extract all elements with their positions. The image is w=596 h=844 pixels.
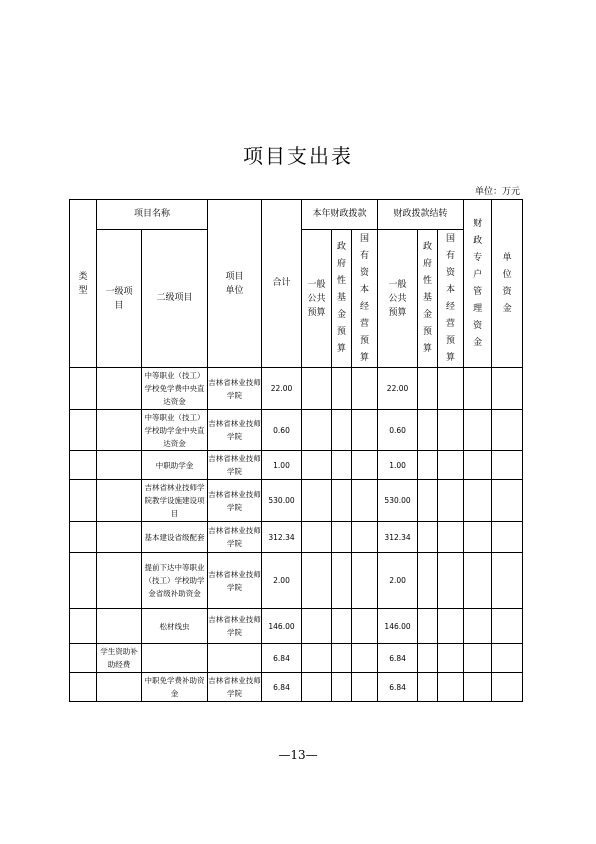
cell-unit: 吉林省林业技师学院	[208, 480, 262, 522]
cell-co-gov	[418, 451, 438, 480]
header-cur-general: 一般公共预算	[302, 230, 332, 368]
cell-level1	[97, 368, 142, 410]
cell-co-gov	[418, 410, 438, 451]
cell-co-state	[438, 410, 464, 451]
cell-co-state	[438, 368, 464, 410]
cell-cur-general	[302, 609, 332, 644]
cell-level2	[142, 644, 208, 673]
header-cur-state-capital: 国有资本经营预算	[352, 230, 378, 368]
cell-level2: 基本建设省级配套	[142, 522, 208, 553]
cell-type	[70, 410, 97, 451]
table-row	[70, 451, 523, 480]
cell-cur-gov	[332, 522, 352, 553]
cell-level2: 中职免学费补助资金	[142, 673, 208, 702]
cell-co-state	[438, 609, 464, 644]
project-expenditure-table	[69, 199, 523, 702]
cell-special	[464, 609, 492, 644]
cell-cur-general	[302, 410, 332, 451]
cell-total: 0.60	[262, 410, 302, 451]
cell-unit-fund	[492, 644, 523, 673]
cell-total: 312.34	[262, 522, 302, 553]
cell-co-general: 1.00	[378, 451, 418, 480]
cell-cur-general	[302, 644, 332, 673]
cell-special	[464, 451, 492, 480]
cell-co-state	[438, 673, 464, 702]
cell-cur-general	[302, 553, 332, 609]
cell-unit: 吉林省林业技师学院	[208, 673, 262, 702]
cell-unit: 吉林省林业技师学院	[208, 368, 262, 410]
cell-co-state	[438, 480, 464, 522]
cell-level2: 中等职业（技工）学校助学金中央直达资金	[142, 410, 208, 451]
cell-level1	[97, 410, 142, 451]
cell-co-general: 22.00	[378, 368, 418, 410]
cell-special	[464, 410, 492, 451]
table-row	[70, 368, 523, 410]
header-co-state-capital: 国有资本经营预算	[438, 230, 464, 368]
cell-co-state	[438, 644, 464, 673]
page-title: 项目支出表	[243, 144, 353, 168]
cell-co-gov	[418, 480, 438, 522]
cell-unit: 吉林省林业技师学院	[208, 522, 262, 553]
cell-co-gov	[418, 522, 438, 553]
cell-co-general: 0.60	[378, 410, 418, 451]
header-project-unit: 项目单位	[208, 200, 262, 368]
cell-level2: 提前下达中等职业（技工）学校助学金省级补助资金	[142, 553, 208, 609]
cell-total: 530.00	[262, 480, 302, 522]
cell-type	[70, 480, 97, 522]
header-level2: 二级项目	[142, 230, 208, 368]
cell-cur-general	[302, 673, 332, 702]
cell-unit-fund	[492, 553, 523, 609]
cell-level1	[97, 673, 142, 702]
cell-co-general: 6.84	[378, 673, 418, 702]
cell-co-general: 6.84	[378, 644, 418, 673]
cell-cur-gov	[332, 410, 352, 451]
cell-total: 146.00	[262, 609, 302, 644]
cell-cur-general	[302, 480, 332, 522]
cell-cur-state	[352, 480, 378, 522]
page-number: —13—	[278, 748, 318, 762]
header-cur-gov-fund: 政府性基金预算	[332, 230, 352, 368]
header-co-general: 一般公共预算	[378, 230, 418, 368]
cell-co-state	[438, 553, 464, 609]
table-row	[70, 609, 523, 644]
cell-cur-state	[352, 451, 378, 480]
cell-total: 1.00	[262, 451, 302, 480]
cell-unit: 吉林省林业技师学院	[208, 410, 262, 451]
table-row	[70, 410, 523, 451]
cell-co-general: 146.00	[378, 609, 418, 644]
cell-total: 2.00	[262, 553, 302, 609]
cell-level2: 中职助学金	[142, 451, 208, 480]
cell-level2: 松材线虫	[142, 609, 208, 644]
cell-cur-gov	[332, 451, 352, 480]
cell-special	[464, 368, 492, 410]
table-row	[70, 644, 523, 673]
cell-cur-gov	[332, 644, 352, 673]
cell-total: 22.00	[262, 368, 302, 410]
cell-cur-state	[352, 673, 378, 702]
cell-special	[464, 480, 492, 522]
cell-co-general: 312.34	[378, 522, 418, 553]
cell-co-state	[438, 451, 464, 480]
cell-cur-state	[352, 410, 378, 451]
cell-special	[464, 644, 492, 673]
cell-level1	[97, 609, 142, 644]
table-row	[70, 480, 523, 522]
header-type: 类型	[70, 200, 97, 368]
cell-cur-general	[302, 522, 332, 553]
header-total: 合计	[262, 200, 302, 368]
cell-cur-gov	[332, 673, 352, 702]
cell-level1	[97, 451, 142, 480]
cell-unit-fund	[492, 451, 523, 480]
cell-level1	[97, 553, 142, 609]
cell-co-general: 2.00	[378, 553, 418, 609]
cell-level1	[97, 522, 142, 553]
cell-type	[70, 553, 97, 609]
table-row	[70, 553, 523, 609]
header-level1: 一级项目	[97, 230, 142, 368]
cell-type	[70, 368, 97, 410]
cell-special	[464, 553, 492, 609]
cell-unit-fund	[492, 673, 523, 702]
cell-unit-fund	[492, 522, 523, 553]
cell-total: 6.84	[262, 644, 302, 673]
cell-unit-fund	[492, 609, 523, 644]
cell-cur-state	[352, 553, 378, 609]
cell-co-gov	[418, 644, 438, 673]
cell-co-state	[438, 522, 464, 553]
cell-cur-state	[352, 368, 378, 410]
cell-special	[464, 522, 492, 553]
cell-level1	[97, 480, 142, 522]
cell-cur-general	[302, 451, 332, 480]
cell-unit-fund	[492, 480, 523, 522]
cell-cur-state	[352, 522, 378, 553]
header-carryover: 财政拨款结转	[378, 200, 464, 230]
cell-unit-fund	[492, 368, 523, 410]
header-unit-fund: 单位资金	[492, 200, 523, 368]
cell-cur-gov	[332, 609, 352, 644]
cell-cur-general	[302, 368, 332, 410]
cell-level2: 吉林省林业技师学院教学设施建设项目	[142, 480, 208, 522]
cell-level1: 学生资助补助经费	[97, 644, 142, 673]
unit-label: 单位：万元	[474, 187, 520, 197]
cell-level2: 中等职业（技工）学校免学费中央直达资金	[142, 368, 208, 410]
cell-cur-state	[352, 609, 378, 644]
header-co-gov-fund: 政府性基金预算	[418, 230, 438, 368]
cell-type	[70, 673, 97, 702]
cell-type	[70, 609, 97, 644]
cell-total: 6.84	[262, 673, 302, 702]
cell-unit-fund	[492, 410, 523, 451]
cell-co-gov	[418, 368, 438, 410]
cell-cur-state	[352, 644, 378, 673]
cell-cur-gov	[332, 553, 352, 609]
cell-cur-gov	[332, 368, 352, 410]
header-current-year: 本年财政拨款	[302, 200, 378, 230]
cell-special	[464, 673, 492, 702]
cell-co-gov	[418, 553, 438, 609]
header-special-fund: 财政专户管理资金	[464, 200, 492, 368]
cell-co-general: 530.00	[378, 480, 418, 522]
cell-unit	[208, 644, 262, 673]
cell-unit: 吉林省林业技师学院	[208, 553, 262, 609]
cell-co-gov	[418, 609, 438, 644]
table-row	[70, 522, 523, 553]
cell-cur-gov	[332, 480, 352, 522]
table-row	[70, 673, 523, 702]
cell-type	[70, 522, 97, 553]
cell-unit: 吉林省林业技师学院	[208, 609, 262, 644]
cell-type	[70, 451, 97, 480]
header-project-name: 项目名称	[97, 200, 208, 230]
cell-type	[70, 644, 97, 673]
cell-co-gov	[418, 673, 438, 702]
cell-unit: 吉林省林业技师学院	[208, 451, 262, 480]
